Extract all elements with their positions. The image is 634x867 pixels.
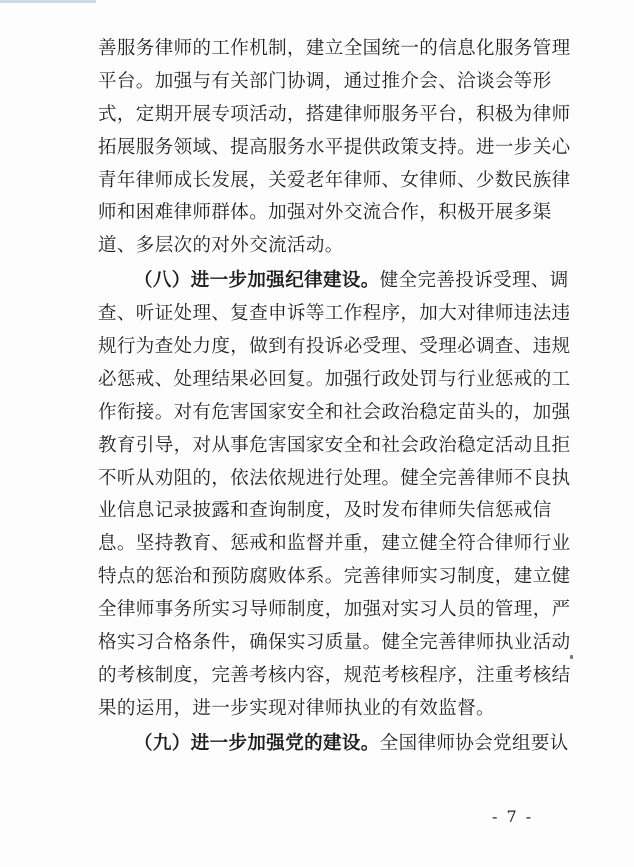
heading-line-rest: 全国律师协会党组要认 (379, 732, 569, 754)
paragraph-first-line (98, 265, 569, 298)
text-line: 拓展服务领域、提高服务水平提供政策支持。进一步关心 (98, 136, 571, 158)
paragraph-first-line (98, 728, 569, 761)
scan-edge-mark (0, 0, 96, 3)
text-line: 青年律师成长发展，关爱老年律师、女律师、少数民族律 (98, 169, 571, 191)
text-line: 息。坚持教育、惩戒和监督并重，建立健全符合律师行业 (98, 533, 571, 555)
body-text (98, 33, 571, 761)
heading-line-rest: 健全完善投诉受理、调 (379, 270, 569, 292)
text-line: 式，定期开展专项活动，搭建律师服务平台，积极为律师 (98, 103, 571, 125)
text-line: 全律师事务所实习导师制度，加强对实习人员的管理，严 (98, 599, 571, 621)
text-line: 平台。加强与有关部门协调，通过推介会、洽谈会等形 (98, 70, 552, 92)
section-heading-eight: （八）进一步加强纪律建设。 (134, 270, 380, 292)
text-line: 果的运用，进一步实现对律师执业的有效监督。 (98, 697, 495, 719)
text-line: 善服务律师的工作机制，建立全国统一的信息化服务管理 (98, 38, 571, 59)
text-line: 格实习合格条件，确保实习质量。健全完善律师执业活动 (98, 632, 571, 654)
text-line: 规行为查处力度，做到有投诉必受理、受理必调查、违规 (98, 336, 571, 358)
text-line: 特点的惩治和预防腐败体系。完善律师实习制度，建立健 (98, 566, 571, 588)
text-line: 道、多层次的对外交流活动。 (98, 235, 344, 257)
text-line: 必惩戒、处理结果必回复。加强行政处罚与行业惩戒的工 (98, 368, 571, 390)
text-line: 的考核制度，完善考核内容，规范考核程序，注重考核结 (98, 664, 571, 686)
paragraph-party-building (98, 728, 569, 761)
text-line: 师和困难律师群体。加强对外交流合作，积极开展多渠 (98, 202, 552, 224)
page-number: - 7 - (492, 807, 534, 826)
paragraph-services (98, 33, 571, 263)
text-line: 不听从劝阻的，依法依规进行处理。健全完善律师不良执 (98, 467, 571, 489)
section-heading-nine: （九）进一步加强党的建设。 (134, 732, 380, 754)
text-line: 教育引导，对从事危害国家安全和社会政治稳定活动且拒 (98, 434, 571, 456)
text-line: 作衔接。对有危害国家安全和社会政治稳定苗头的，加强 (98, 401, 571, 423)
text-line: 查、听证处理、复查申诉等工作程序，加大对律师违法违 (98, 303, 571, 325)
paragraph-discipline (98, 265, 571, 725)
text-line: 业信息记录披露和查询制度，及时发布律师失信惩戒信 (98, 500, 552, 522)
scan-speck (570, 655, 573, 659)
